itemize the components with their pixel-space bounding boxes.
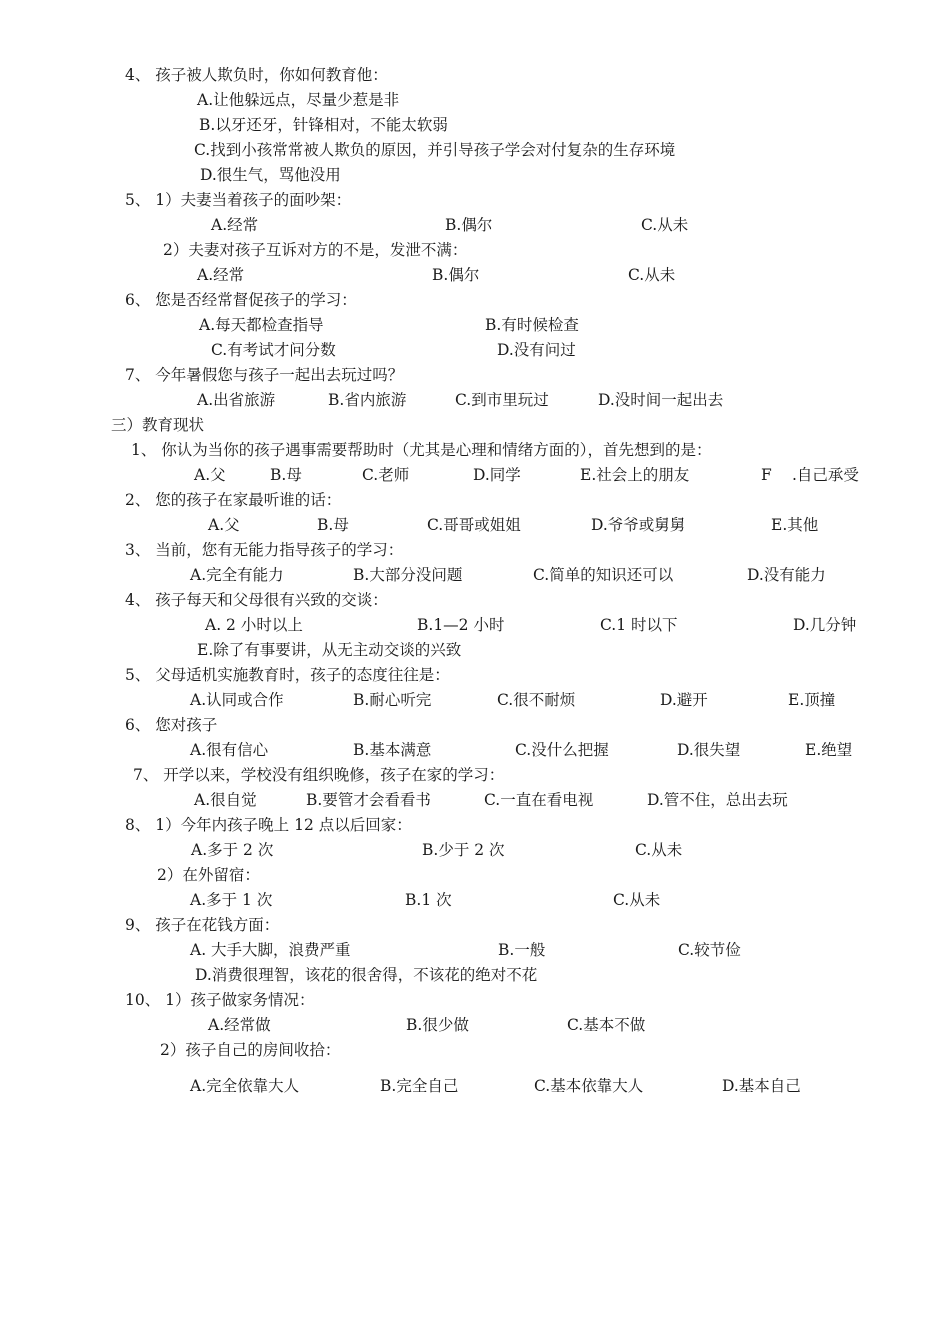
question-text: 2）在外留宿： [157, 866, 260, 884]
option-text: A. 大手大脚，浪费严重 [190, 941, 351, 959]
option-text: D.基本自己 [722, 1077, 801, 1095]
option-text: D.爷爷或舅舅 [591, 516, 686, 534]
option-text: D.没有问过 [497, 341, 576, 359]
question-text: 1、 你认为当你的孩子遇事需要帮助时（尤其是心理和情绪方面的），首先想到的是： [131, 441, 712, 459]
option-text: .自己承受 [792, 466, 859, 484]
option-text: C.简单的知识还可以 [533, 566, 674, 584]
option-text: C.基本依靠大人 [534, 1077, 644, 1095]
option-text: B.母 [317, 516, 349, 534]
option-text: C.基本不做 [567, 1016, 646, 1034]
option-text: C.到市里玩过 [455, 391, 549, 409]
question-text: 9、 孩子在花钱方面： [125, 916, 280, 934]
option-text: A. 2 小时以上 [205, 616, 303, 634]
option-text: D.很失望 [677, 741, 741, 759]
option-text: A.经常做 [208, 1016, 271, 1034]
option-text: B.1 次 [405, 891, 452, 909]
option-text: B.一般 [498, 941, 546, 959]
option-text: B.大部分没问题 [353, 566, 463, 584]
option-text: D.管不住，总出去玩 [647, 791, 788, 809]
option-text: B.偶尔 [445, 216, 493, 234]
option-text: C.从未 [613, 891, 661, 909]
option-text: A.经常 [211, 216, 259, 234]
option-text: B.省内旅游 [328, 391, 407, 409]
option-text: B.基本满意 [353, 741, 432, 759]
option-text: F [761, 466, 772, 484]
option-text: B.要管才会看看书 [306, 791, 431, 809]
option-text: D.几分钟 [793, 616, 857, 634]
option-text: C.从未 [628, 266, 676, 284]
option-text: B.偶尔 [432, 266, 480, 284]
option-text: E.社会上的朋友 [580, 466, 690, 484]
option-text: C.从未 [641, 216, 689, 234]
option-text: A.认同或合作 [190, 691, 284, 709]
question-text: 三）教育现状 [111, 416, 205, 434]
question-text: 2）孩子自己的房间收拾： [160, 1041, 341, 1059]
option-text: C.有考试才问分数 [211, 341, 336, 359]
option-text: C.1 时以下 [600, 616, 678, 634]
option-text: B.耐心听完 [353, 691, 432, 709]
option-text: B.1—2 小时 [417, 616, 505, 634]
question-text: 3、 当前，您有无能力指导孩子的学习： [125, 541, 404, 559]
option-text: A.很有信心 [190, 741, 269, 759]
option-text: C.哥哥或姐姐 [427, 516, 521, 534]
option-text: B.很少做 [406, 1016, 469, 1034]
question-text: 6、 您对孩子 [125, 716, 218, 734]
question-text: 8、 1）今年内孩子晚上 12 点以后回家： [125, 816, 412, 834]
option-text: B.母 [270, 466, 302, 484]
question-text: 6、 您是否经常督促孩子的学习： [125, 291, 357, 309]
option-text: E.绝望 [805, 741, 853, 759]
question-text: 5、 父母适机实施教育时，孩子的态度往往是： [125, 666, 450, 684]
option-text: E.顶撞 [788, 691, 836, 709]
option-text: A.完全有能力 [190, 566, 284, 584]
question-text: 5、 1）夫妻当着孩子的面吵架： [125, 191, 352, 209]
question-text: B.以牙还牙，针锋相对，不能太软弱 [199, 116, 448, 134]
question-text: 4、 孩子被人欺负时，你如何教育他： [125, 66, 388, 84]
question-text: 2、 您的孩子在家最听谁的话： [125, 491, 342, 509]
option-text: A.经常 [197, 266, 245, 284]
question-text: 4、 孩子每天和父母很有兴致的交谈： [125, 591, 388, 609]
option-text: C.较节俭 [678, 941, 741, 959]
option-text: A.出省旅游 [197, 391, 276, 409]
question-text: E.除了有事要讲，从无主动交谈的兴致 [197, 641, 462, 659]
option-text: A.完全依靠大人 [190, 1077, 300, 1095]
option-text: A.很自觉 [194, 791, 257, 809]
option-text: C.老师 [362, 466, 410, 484]
question-text: 10、 1）孩子做家务情况： [125, 991, 315, 1009]
option-text: C.很不耐烦 [497, 691, 576, 709]
question-text: 7、 今年暑假您与孩子一起出去玩过吗？ [125, 366, 404, 384]
option-text: A.多于 2 次 [191, 841, 274, 859]
question-text: C.找到小孩常常被人欺负的原因，并引导孩子学会对付复杂的生存环境 [194, 141, 676, 159]
question-text: A.让他躲远点，尽量少惹是非 [197, 91, 400, 109]
option-text: A.父 [208, 516, 240, 534]
option-text: D.没时间一起出去 [598, 391, 724, 409]
option-text: A.父 [194, 466, 226, 484]
option-text: C.从未 [635, 841, 683, 859]
option-text: B.有时候检查 [485, 316, 579, 334]
question-text: 7、 开学以来，学校没有组织晚修，孩子在家的学习： [133, 766, 505, 784]
option-text: B.完全自己 [380, 1077, 459, 1095]
question-text: D.很生气，骂他没用 [200, 166, 341, 184]
option-text: E.其他 [771, 516, 819, 534]
question-text: 2）夫妻对孩子互诉对方的不是，发泄不满： [163, 241, 468, 259]
option-text: C.没什么把握 [515, 741, 609, 759]
option-text: C.一直在看电视 [484, 791, 594, 809]
option-text: A.多于 1 次 [190, 891, 273, 909]
option-text: A.每天都检查指导 [199, 316, 324, 334]
option-text: D.避开 [660, 691, 708, 709]
option-text: B.少于 2 次 [422, 841, 505, 859]
option-text: D.同学 [473, 466, 521, 484]
option-text: D.没有能力 [747, 566, 826, 584]
question-text: D.消费很理智，该花的很舍得，不该花的绝对不花 [195, 966, 538, 984]
